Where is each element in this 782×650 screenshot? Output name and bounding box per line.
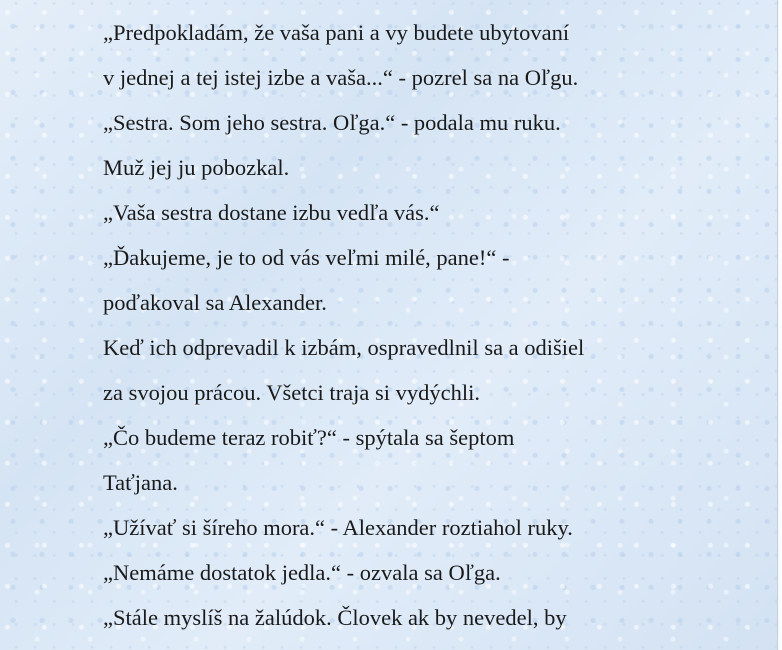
text-line: „Predpokladám, že vaša pani a vy budete ubytovaní [103,20,570,45]
text-line: „Ďakujeme, je to od vás veľmi milé, pane!“ - [103,245,510,270]
document-body-text [103,10,723,640]
text-line: v jednej a tej istej izbe a vaša...“ - pozrel sa na Oľgu. [103,65,579,90]
page-right-edge [777,0,782,650]
text-line: „Vaša sestra dostane izbu vedľa vás.“ [103,200,440,225]
text-line: za svojou prácou. Všetci traja si vydýchli. [103,380,480,405]
text-line: „Stále myslíš na žalúdok. Človek ak by nevedel, by [103,605,567,630]
text-line: „Užívať si šíreho mora.“ - Alexander roztiahol ruky. [103,515,573,540]
text-line: Taťjana. [103,470,178,495]
text-line: „Čo budeme teraz robiť?“ - spýtala sa šeptom [103,425,515,450]
text-line: „Sestra. Som jeho sestra. Oľga.“ - podala mu ruku. [103,110,561,135]
text-line: Keď ich odprevadil k izbám, ospravedlnil sa a odišiel [103,335,585,360]
text-line: „Nemáme dostatok jedla.“ - ozvala sa Oľga. [103,560,501,585]
text-line: poďakoval sa Alexander. [103,290,327,315]
text-line: Muž jej ju pobozkal. [103,155,290,180]
